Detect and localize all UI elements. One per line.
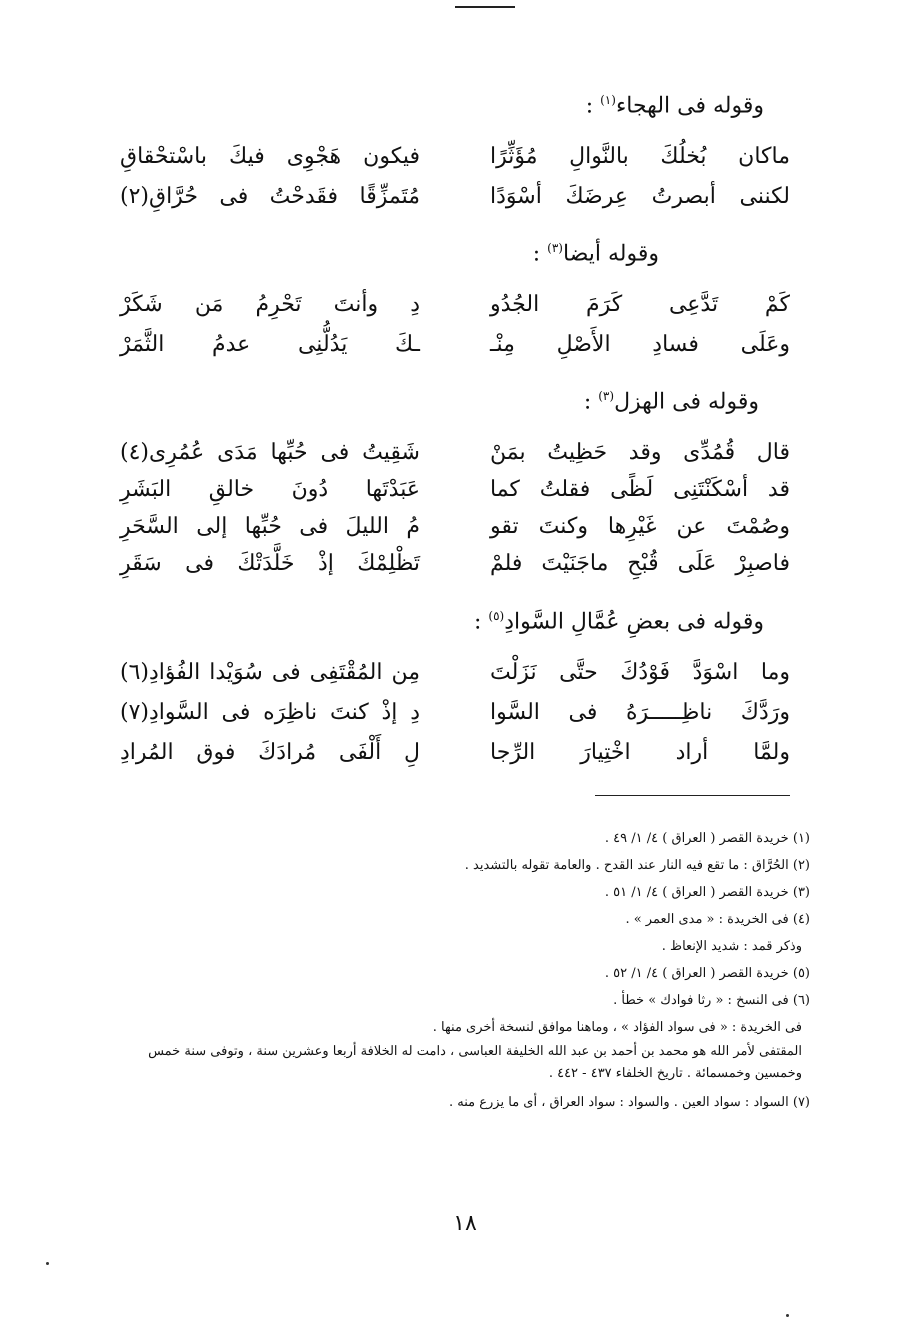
- footnote: (٧) السواد : سواد العين . والسواد : سواد العراق ، أى ما يزرع منه .: [449, 1095, 810, 1110]
- heading-text: وقوله فى بعضِ عُمَّالِ السَّوادِ: [504, 609, 764, 635]
- second-hemistich: مِن المُقْتَفِى فى سُوَيْدا الفُؤادِ(٦): [120, 660, 420, 685]
- heading-text: وقوله فى الهزل: [614, 389, 759, 415]
- verse-line: [120, 696, 790, 730]
- top-rule: [455, 6, 515, 8]
- first-hemistich: وما اسْوَدَّ فَوْدُكَ حتَّى نَزَلْتَ: [490, 660, 790, 685]
- section-heading: [584, 382, 759, 416]
- section-heading: [474, 602, 764, 636]
- verse-line: [120, 656, 790, 690]
- footnote: (٢) الحُرَّاق : ما تقع فيه النار عند القدح . والعامة تقوله بالتشديد .: [464, 858, 810, 873]
- footnote: (١) خريدة القصر ( العراق ) ٤/ ١/ ٤٩ .: [604, 831, 810, 846]
- first-hemistich: وعَلَى فسادِ الأَصْلِ مِنْـ: [490, 332, 790, 357]
- first-hemistich: ماكان بُخلُكَ بالنَّوالِ مُؤَثِّرًا: [490, 144, 790, 169]
- footnote: (٣) خريدة القصر ( العراق ) ٤/ ١/ ٥١ .: [604, 885, 810, 900]
- footnote: (٤) فى الخريدة : « مدى العمر » .: [625, 912, 810, 927]
- verse-line: [120, 180, 790, 214]
- verse-line: [120, 436, 790, 470]
- first-hemistich: قال قُمُدِّى وقد حَظِيتُ بمَنْ: [490, 440, 790, 465]
- second-hemistich: مُ الليلَ فى حُبِّها إلى السَّحَرِ: [120, 514, 420, 539]
- footnote: (٥) خريدة القصر ( العراق ) ٤/ ١/ ٥٢ .: [604, 966, 810, 981]
- note-mark: (٣): [547, 241, 563, 255]
- footnote-separator: [595, 795, 790, 796]
- heading-suffix: :: [532, 241, 541, 267]
- scan-speck: [46, 1262, 49, 1265]
- first-hemistich: ولمَّا أراد اخْتِيارَ الرِّجا: [490, 740, 790, 765]
- verse-line: [120, 288, 790, 322]
- note-mark: (٥): [488, 609, 505, 623]
- first-hemistich: ورَدَّكَ ناظِـــــرَهُ فى السَّوا: [490, 700, 790, 725]
- heading-suffix: :: [473, 609, 482, 635]
- second-hemistich: فيكون هَجْوِى فيكَ باسْتحْقاقِ: [120, 144, 420, 169]
- second-hemistich: عَبَدْتَها دُونَ خالقِ البَشَرِ: [120, 477, 420, 502]
- first-hemistich: فاصبِرْ عَلَى قُبْحِ ماجَنَيْتَ فلمْ: [490, 551, 790, 576]
- second-hemistich: دِ وأنتَ تَحْرِمُ مَن شَكَرْ: [120, 292, 420, 317]
- verse-line: [120, 510, 790, 544]
- section-heading: [533, 234, 659, 268]
- heading-text: وقوله أيضا: [562, 241, 659, 267]
- verse-line: [120, 547, 790, 581]
- section-heading: [586, 86, 764, 120]
- footnote: فى الخريدة : « فى سواد الفؤاد » ، وماهنا موافق لنسخة أخرى منها .: [432, 1020, 802, 1035]
- footnotes: [130, 825, 810, 1116]
- second-hemistich: ـكَ يَدُلُّنِى عدمُ الثَّمَرْ: [120, 332, 420, 357]
- verse-line: [120, 328, 790, 362]
- second-hemistich: شَقِيتُ فى حُبِّها مَدَى عُمُرِى(٤): [120, 440, 420, 465]
- heading-suffix: :: [583, 389, 592, 415]
- second-hemistich: دِ إذْ كنتَ ناظِرَه فى السَّوادِ(٧): [120, 700, 420, 725]
- first-hemistich: وصُمْتَ عن غَيْرِها وكنتَ تقو: [490, 514, 790, 539]
- scan-speck: [786, 1314, 789, 1317]
- second-hemistich: لِ أَلْفَى مُرادَكَ فوق المُرادِ: [120, 740, 420, 765]
- footnote: المقتفى لأمر الله هو محمد بن أحمد بن عبد الله الخليفة العباسى ، دامت له الخلافة أربعا وعشرين سنة ، وتوفى سنة خمس وخمسين وخمسمائة . تاريخ الخلفاء ٤٣٧ - ٤٤٢ .: [148, 1044, 802, 1081]
- page-number: ١٨: [453, 1211, 477, 1236]
- first-hemistich: لكننى أبصرتُ عِرضَكَ أسْوَدًا: [490, 184, 790, 209]
- note-mark: (١): [600, 93, 616, 107]
- verse-line: [120, 473, 790, 507]
- heading-suffix: :: [585, 93, 594, 119]
- first-hemistich: كَمْ تَدَّعِى كَرَمَ الجُدُو: [490, 292, 790, 317]
- verse-line: [120, 736, 790, 770]
- note-mark: (٣): [598, 389, 615, 403]
- second-hemistich: تَظْلِمْكَ إذْ خَلَّدَتْكَ فى سَقَرِ: [120, 551, 420, 576]
- heading-text: وقوله فى الهجاء: [615, 93, 764, 119]
- verse-line: [120, 140, 790, 174]
- second-hemistich: مُتَمزِّقًا فقَدحْتُ فى حُرَّاقِ(٢): [120, 184, 420, 209]
- footnote: (٦) فى النسخ : « رثا فوادك » خطأ .: [613, 993, 810, 1008]
- first-hemistich: قد أسْكَنْتَنِى لَظًى فقلتُ كما: [490, 477, 790, 502]
- footnote: وذكر قمد : شديد الإنعاظ .: [661, 939, 802, 954]
